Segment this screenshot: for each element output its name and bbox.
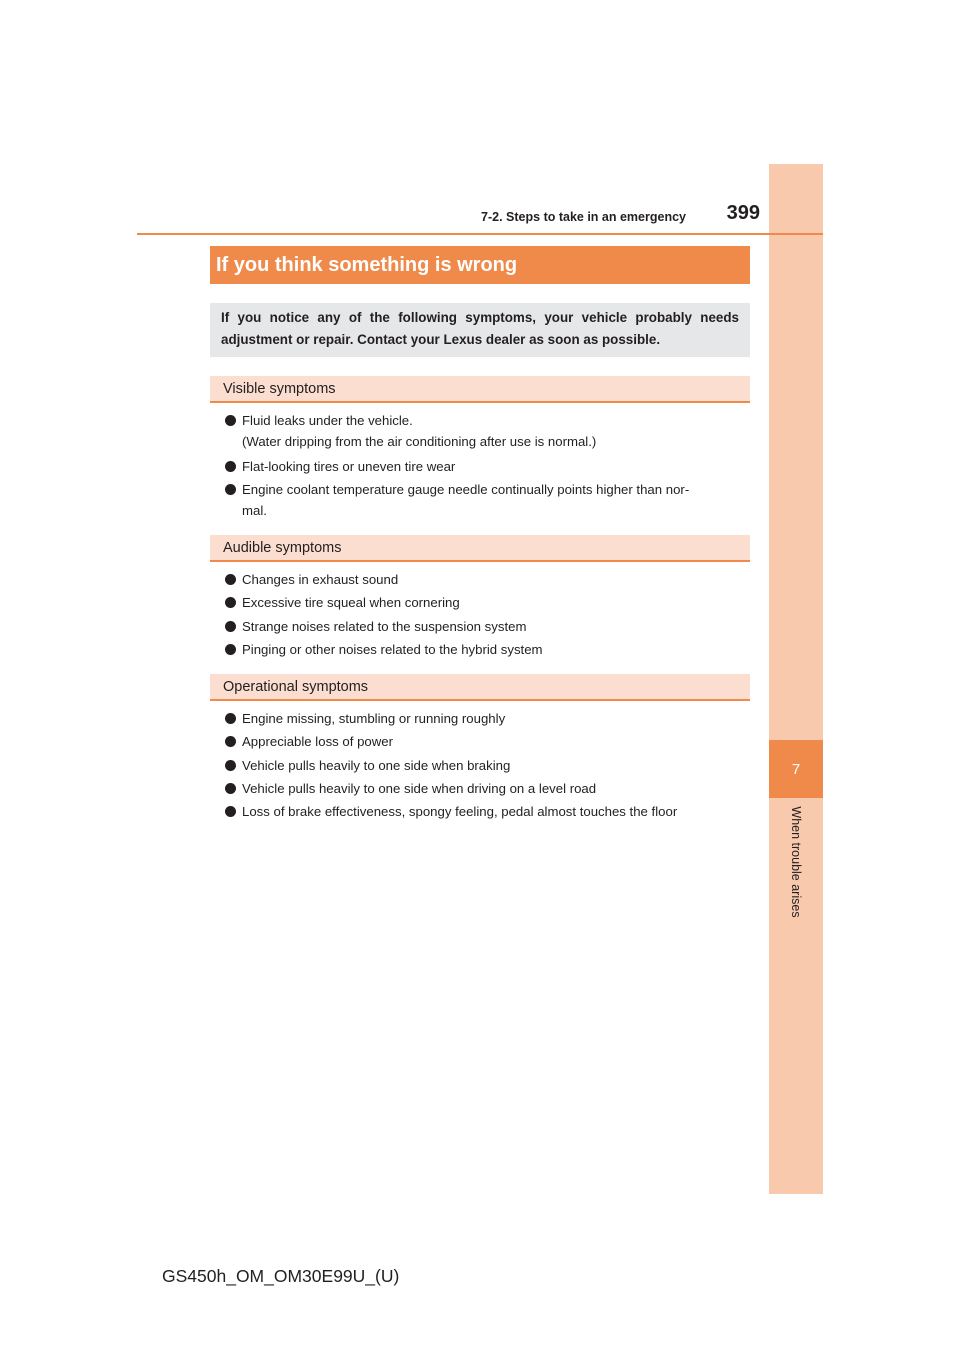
page-title: If you think something is wrong <box>210 246 750 284</box>
document-code-footer: GS450h_OM_OM30E99U_(U) <box>162 1266 400 1286</box>
list-item: Strange noises related to the suspension system <box>225 616 747 637</box>
bullet-icon <box>225 484 236 495</box>
list-item: Engine coolant temperature gauge needle continually points higher than nor- mal. <box>225 479 747 521</box>
list-item: Pinging or other noises related to the hybrid system <box>225 639 747 660</box>
bullet-icon <box>225 760 236 771</box>
bullet-icon <box>225 806 236 817</box>
intro-box: If you notice any of the following symptoms, your vehicle probably needs adjustment or repair. Contact your Lexus dealer as soon as possible. <box>210 303 750 357</box>
section-path: 7-2. Steps to take in an emergency <box>481 210 686 224</box>
section-heading-audible: Audible symptoms <box>210 535 750 562</box>
bullet-icon <box>225 461 236 472</box>
list-item: Excessive tire squeal when cornering <box>225 592 747 613</box>
list-item: Fluid leaks under the vehicle. (Water dripping from the air conditioning after use is normal.) <box>225 410 747 452</box>
bullet-icon <box>225 574 236 585</box>
header-rule <box>137 233 823 235</box>
chapter-label: When trouble arises <box>789 806 803 918</box>
list-item: Loss of brake effectiveness, spongy feeling, pedal almost touches the floor <box>225 801 747 822</box>
bullet-icon <box>225 621 236 632</box>
page-number: 399 <box>726 202 760 224</box>
chapter-side-tab <box>769 164 823 1194</box>
section-heading-operational: Operational symptoms <box>210 674 750 701</box>
section-heading-visible: Visible symptoms <box>210 376 750 403</box>
list-item: Changes in exhaust sound <box>225 569 747 590</box>
list-item: Flat-looking tires or uneven tire wear <box>225 456 747 477</box>
list-item: Appreciable loss of power <box>225 731 747 752</box>
bullet-icon <box>225 736 236 747</box>
chapter-number-tab: 7 <box>769 740 823 798</box>
bullet-icon <box>225 415 236 426</box>
list-item: Vehicle pulls heavily to one side when driving on a level road <box>225 778 747 799</box>
bullet-icon <box>225 713 236 724</box>
list-item: Vehicle pulls heavily to one side when braking <box>225 755 747 776</box>
bullet-icon <box>225 644 236 655</box>
bullet-icon <box>225 597 236 608</box>
bullet-icon <box>225 783 236 794</box>
list-item: Engine missing, stumbling or running roughly <box>225 708 747 729</box>
